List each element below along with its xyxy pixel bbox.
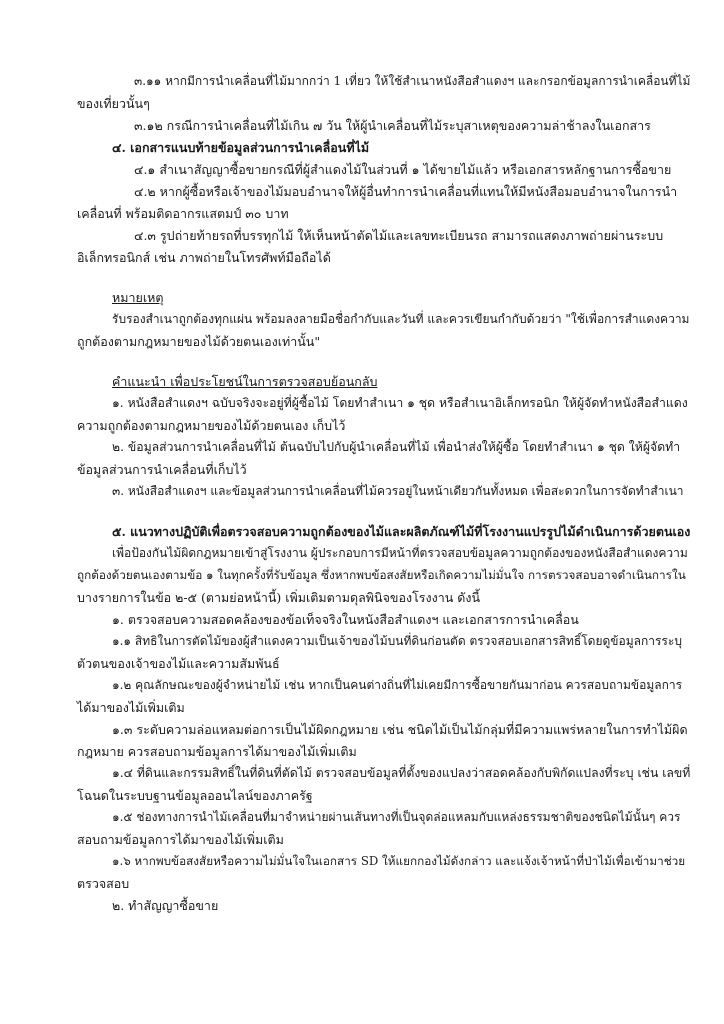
advice-item-3: ๓. หนังสือสำแดงฯ และข้อมูลส่วนการนำเคลื่อนที่ไม้ควรอยู่ในหน้าเดียวกันทั้งหมด เพื่อสะดวกในการจัดทำสำเนา	[112, 484, 684, 498]
item-3-11-line-1: ๓.๑๑ หากมีการนำเคลื่อนที่ไม้มากกว่า 1 เที่ยว ให้ใช้สำเนาหนังสือสำแดงฯ และกรอกข้อมูลการนำเคลื่อนที่ไม้	[134, 74, 691, 88]
remark-heading: หมายเหตุ	[112, 290, 164, 305]
advice-item-1-line-1: ๑. หนังสือสำแดงฯ ฉบับจริงจะอยู่ที่ผู้ซื้อไม้ โดยทำสำเนา ๑ ชุด หรือสำเนาอิเล็กทรอนิก ให้ผู้จัดทำหนังสือสำแดง	[112, 396, 688, 410]
item-3-11-line-2: ของเที่ยวนั้นๆ	[77, 96, 150, 111]
item-4-2-line-2: เคลื่อนที่ พร้อมติดอากรแสตมป์ ๓๐ บาท	[77, 206, 289, 221]
section-5-heading: ๕. แนวทางปฏิบัติเพื่อตรวจสอบความถูกต้องของไม้และผลิตภัณฑ์ไม้ที่โรงงานแปรรูปไม้ดำเนินการด้วยตนเอง	[112, 524, 691, 539]
remark-line-2: ถูกต้องตามกฎหมายของไม้ด้วยตนเองเท่านั้น"	[77, 334, 321, 349]
section-5-item-2: ๒. ทำสัญญาซื้อขาย	[112, 898, 219, 913]
advice-item-2-line-1: ๒. ข้อมูลส่วนการนำเคลื่อนที่ไม้ ต้นฉบับไปกับผู้นำเคลื่อนที่ไม้ เพื่อนำส่งให้ผู้ซื้อ โดยทำสำเนา ๑ ชุด ให้ผู้จัดทำ	[112, 440, 681, 454]
item-1-5-line-1: ๑.๕ ช่องทางการนำไม้เคลื่อนที่มาจำหน่ายผ่านเส้นทางที่เป็นจุดล่อแหลมกับแหล่งธรรมชาติของชนิดไม้นั้นๆ ควร	[112, 810, 681, 824]
item-1-2-line-1: ๑.๒ คุณลักษณะของผู้จำหน่ายไม้ เช่น หากเป็นคนต่างถิ่นที่ไม่เคยมีการซื้อขายกันมาก่อน ควรสอบถามข้อมูลการ	[112, 678, 683, 692]
item-1-3-line-2: กฎหมาย ควรสอบถามข้อมูลการได้มาของไม้เพิ่มเติม	[77, 744, 357, 759]
item-1-2-line-2: ได้มาของไม้เพิ่มเติม	[77, 700, 185, 715]
item-1-4-line-1: ๑.๔ ที่ดินและกรรมสิทธิ์ในที่ดินที่ตัดไม้ ตรวจสอบข้อมูลที่ตั้งของแปลงว่าสอดคล้องกับพิกัดแปลงที่ระบุ เช่น เลขที่	[112, 766, 691, 780]
item-1-6-line-2: ตรวจสอบ	[77, 876, 130, 891]
section-5-intro-line-2: ถูกต้องด้วยตนเองตามข้อ ๑ ในทุกครั้งที่รับข้อมูล ซึ่งหากพบข้อสงสัยหรือเกิดความไม่มั่นใจ การตรวจสอบอาจดำเนินการใน	[77, 568, 686, 582]
section-5-intro-line-3: บางรายการในข้อ ๒-๕ (ตามย่อหน้านี้) เพิ่มเติมตามดุลพินิจของโรงงาน ดังนี้	[77, 590, 481, 605]
advice-item-1-line-2: ความถูกต้องตามกฎหมายของไม้ด้วยตนเอง เก็บไว้	[77, 418, 346, 433]
item-1-4-line-2: โฉนดในระบบฐานข้อมูลออนไลน์ของภาครัฐ	[77, 788, 313, 803]
item-1-5-line-2: สอบถามข้อมูลการได้มาของไม้เพิ่มเติม	[77, 832, 284, 847]
item-4-3-line-2: อิเล็กทรอนิกส์ เช่น ภาพถ่ายในโทรศัพท์มือถือได้	[77, 250, 331, 265]
section-5-item-1: ๑. ตรวจสอบความสอดคล้องของข้อเท็จจริงในหนังสือสำแดงฯ และเอกสารการนำเคลื่อน	[112, 612, 579, 627]
remark-line-1: รับรองสำเนาถูกต้องทุกแผ่น พร้อมลงลายมือชื่อกำกับและวันที่ และควรเขียนกำกับด้วยว่า "ใช้เพื่อการสำแดงความ	[112, 312, 690, 326]
advice-item-2-line-2: ข้อมูลส่วนการนำเคลื่อนที่เก็บไว้	[77, 462, 247, 477]
item-1-1-line-2: ตัวตนของเจ้าของไม้และความสัมพันธ์	[77, 656, 280, 671]
item-4-3-line-1: ๔.๓ รูปถ่ายท้ายรถที่บรรทุกไม้ ให้เห็นหน้าตัดไม้และเลขทะเบียนรถ สามารถแสดงภาพถ่ายผ่านระบบ	[134, 228, 664, 243]
item-1-3-line-1: ๑.๓ ระดับความล่อแหลมต่อการเป็นไม้ผิดกฎหมาย เช่น ชนิดไม้เป็นไม้กลุ่มที่มีความแพร่หลายในการทำไม้ผิด	[112, 722, 688, 737]
item-4-2-line-1: ๔.๒ หากผู้ซื้อหรือเจ้าของไม้มอบอำนาจให้ผู้อื่นทำการนำเคลื่อนที่แทนให้มีหนังสือมอบอำนาจในการนำ	[134, 184, 678, 199]
item-1-6-line-1: ๑.๖ หากพบข้อสงสัยหรือความไม่มั่นใจในเอกสาร SD ให้แยกกองไม้ดังกล่าว และแจ้งเจ้าหน้าที่ป่าไม้เพื่อเข้ามาช่วย	[112, 854, 686, 868]
item-4-1: ๔.๑ สำเนาสัญญาซื้อขายกรณีที่ผู้สำแดงไม้ในส่วนที่ ๑ ได้ขายไม้แล้ว หรือเอกสารหลักฐานการซื้อขาย	[134, 162, 672, 177]
item-3-12: ๓.๑๒ กรณีการนำเคลื่อนที่ไม้เกิน ๗ วัน ให้ผู้นำเคลื่อนที่ไม้ระบุสาเหตุของความล่าช้าลงในเอกสาร	[134, 118, 651, 133]
advice-heading: คำแนะนำ เพื่อประโยชน์ในการตรวจสอบย้อนกลับ	[112, 374, 378, 389]
section-4-heading: ๔. เอกสารแนบท้ายข้อมูลส่วนการนำเคลื่อนที่ไม้	[112, 140, 370, 155]
item-1-1-line-1: ๑.๑ สิทธิในการตัดไม้ของผู้สำแดงความเป็นเจ้าของไม้บนที่ดินก่อนตัด ตรวจสอบเอกสารสิทธิ์โดยดูข้อมูลการระบุ	[112, 634, 682, 648]
section-5-intro-line-1: เพื่อป้องกันไม้ผิดกฎหมายเข้าสู่โรงงาน ผู้ประกอบการมีหน้าที่ตรวจสอบข้อมูลความถูกต้องของหนังสือสำแดงความ	[112, 546, 688, 560]
